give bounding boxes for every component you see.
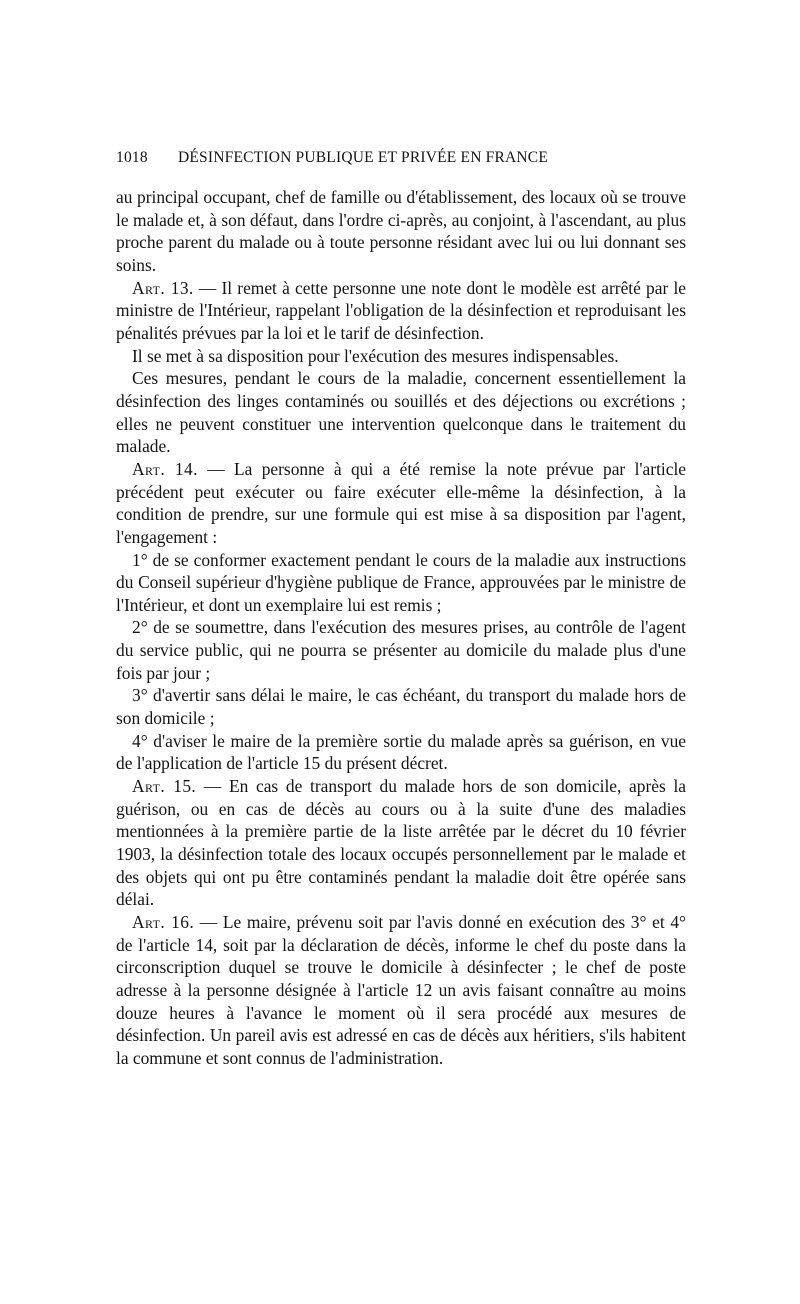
paragraph-text: 3° d'avertir sans délai le maire, le cas échéant, du transport du malade hors de son domicile ;: [116, 685, 686, 729]
paragraph: [116, 345, 686, 368]
paragraph-text: — En cas de transport du malade hors de son domicile, après la guérison, ou en cas de décès au cours ou à la suite d'une des maladies mentionnées à la première partie de la liste arrêtée par le décret du 10 février 1903, la désinfection totale des locaux occupés personnellement par le malade et des objets qui ont pu être contaminés pendant la maladie doit être opérée sans délai.: [116, 776, 687, 910]
paragraph-text: Il se met à sa disposition pour l'exécution des mesures indispensables.: [132, 345, 619, 366]
article-label: Art. 14.: [132, 458, 198, 479]
paragraph: [116, 186, 686, 277]
paragraph-text: — La personne à qui a été remise la note prévue par l'article précédent peut exécuter ou faire exécuter elle-même la désinfection, à la condition de prendre, sur une formule qui est mise à sa disposition par l'agent, l'engagement :: [116, 458, 686, 547]
paragraph-text: Ces mesures, pendant le cours de la maladie, concernent essentiellement la désinfection des linges contaminés ou souillés et des déjections ou excrétions ; elles ne peuvent constituer une intervention quelconque dans le traitement du malade.: [116, 368, 686, 457]
list-item: [116, 616, 686, 684]
paragraph: [116, 367, 686, 458]
running-title: DÉSINFECTION PUBLIQUE ET PRIVÉE EN FRANCE: [178, 149, 549, 166]
paragraph-text: — Le maire, prévenu soit par l'avis donné en exécution des 3° et 4° de l'article 14, soit par la déclaration de décès, informe le chef du poste dans la circonscription duquel se trouve le domicile à désinfecter ; le chef de poste adresse à la personne désignée à l'article 12 un avis faisant connaître au moins douze heures à l'avance le moment où il sera procédé aux mesures de désinfection. Un pareil avis est adressé en cas de décès aux héritiers, s'ils habitent la commune et sont connus de l'administration.: [116, 912, 686, 1068]
article-15: [116, 775, 686, 911]
paragraph-text: 2° de se soumettre, dans l'exécution des mesures prises, au contrôle de l'agent du service public, qui ne pourra se présenter au domicile du malade plus d'une fois par jour ;: [116, 617, 686, 683]
running-header: [116, 149, 686, 167]
article-16: [116, 911, 686, 1070]
list-item: [116, 684, 686, 729]
paragraph-text: — Il remet à cette personne une note dont le modèle est arrêté par le ministre de l'Intérieur, rappelant l'obligation de la désinfection et reproduisant les pénalités prévues par la loi et le tarif de désinfection.: [116, 277, 687, 343]
list-item: [116, 730, 686, 775]
article-label: Art. 13.: [132, 277, 194, 298]
paragraph-text: 1° de se conformer exactement pendant le cours de la maladie aux instructions du Conseil supérieur d'hygiène publique de France, approuvées par le ministre de l'Intérieur, et dont un exemplaire lui est remis ;: [116, 549, 686, 615]
article-13: [116, 277, 686, 345]
article-14: [116, 458, 686, 549]
list-item: [116, 549, 686, 617]
page-number: 1018: [116, 149, 148, 166]
article-label: Art. 16.: [132, 912, 195, 932]
article-label: Art. 15.: [132, 776, 197, 797]
paragraph-text: 4° d'aviser le maire de la première sortie du malade après sa guérison, en vue de l'application de l'article 15 du présent décret.: [116, 730, 686, 774]
body-text: [116, 186, 686, 1070]
paragraph-text: au principal occupant, chef de famille ou d'établissement, des locaux où se trouve le malade et, à son défaut, dans l'ordre ci-après, au conjoint, à l'ascendant, au plus proche parent du malade ou à toute personne résidant avec lui ou lui donnant ses soins.: [116, 187, 686, 275]
